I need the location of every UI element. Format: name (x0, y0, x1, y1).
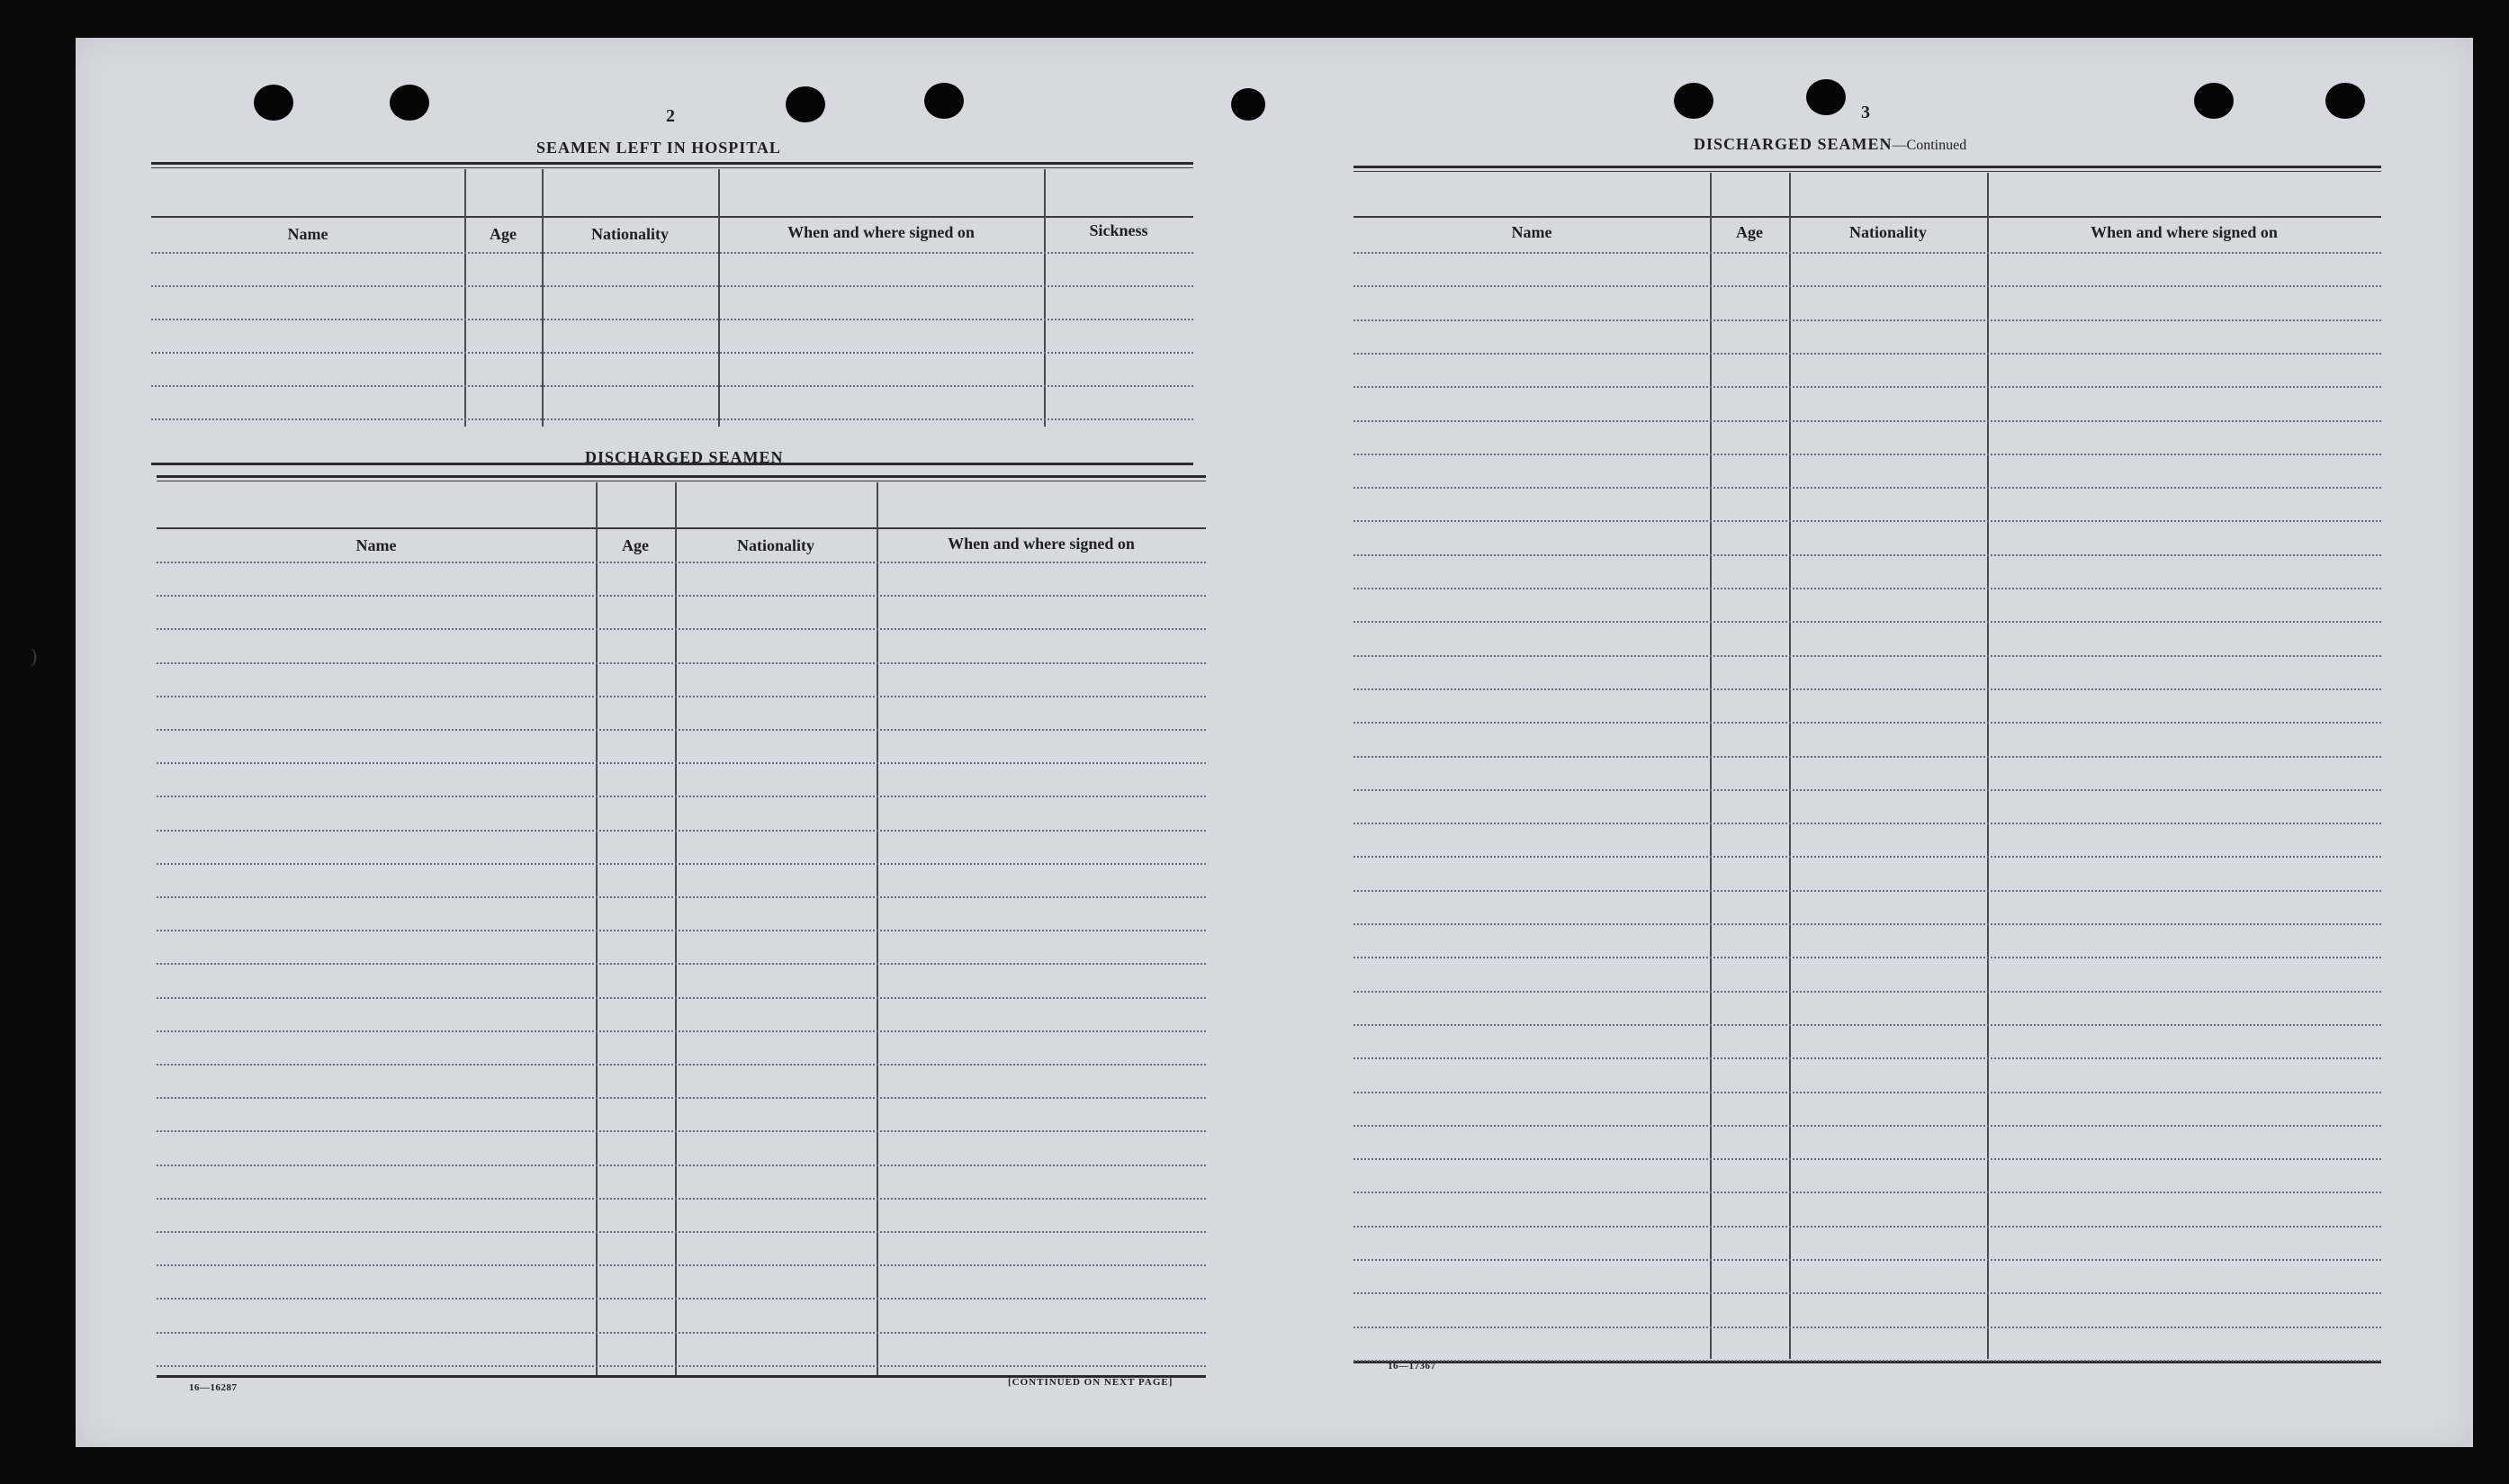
margin-mark: ) (31, 644, 38, 667)
table-row (1353, 353, 2381, 355)
table-row (151, 418, 1193, 420)
table-row (157, 1231, 1206, 1233)
column-divider (542, 169, 544, 427)
page-number-right: 3 (1861, 103, 1870, 122)
table-row (151, 352, 1193, 354)
table-row (157, 729, 1206, 731)
hospital-table (151, 162, 1193, 468)
table-row (1353, 655, 2381, 657)
table-row (157, 628, 1206, 630)
header-bottom-rule (157, 527, 1206, 529)
punch-hole (254, 85, 293, 121)
table-row (1353, 487, 2381, 489)
column-header-age: Age (490, 225, 517, 243)
column-divider (718, 169, 720, 427)
table-row (1353, 1092, 2381, 1093)
table-row (157, 997, 1206, 999)
table-row (157, 896, 1206, 898)
table-row (157, 1298, 1206, 1300)
column-header-when-where: When and where signed on (2091, 223, 2278, 241)
header-bottom-rule (151, 216, 1193, 218)
column-header-name: Name (287, 225, 328, 243)
page-number-left: 2 (666, 106, 675, 126)
table-row (157, 1165, 1206, 1166)
table-row (157, 762, 1206, 764)
table-row (1353, 1125, 2381, 1127)
header-bottom-rule (1353, 216, 2381, 218)
table-row (157, 796, 1206, 797)
table-row (157, 1332, 1206, 1334)
table-row (1353, 420, 2381, 422)
table-row (151, 319, 1193, 320)
column-divider (464, 169, 466, 427)
punch-hole (2194, 83, 2234, 119)
table-row (1353, 1024, 2381, 1026)
table-row (1353, 1259, 2381, 1261)
table-row (157, 830, 1206, 832)
table-row (1353, 285, 2381, 287)
column-divider (596, 482, 598, 1375)
table-row (1353, 454, 2381, 455)
table-row (1353, 621, 2381, 623)
column-header-nationality: Nationality (736, 536, 814, 554)
form-code-right: 16—17367 (1388, 1361, 1436, 1372)
column-divider (1044, 169, 1046, 427)
table-row (1353, 1192, 2381, 1193)
column-divider (1710, 173, 1712, 1359)
table-row (157, 863, 1206, 865)
table-row (1353, 756, 2381, 758)
table-row (157, 930, 1206, 931)
table-row (1353, 1327, 2381, 1328)
column-divider (1987, 173, 1989, 1359)
punch-hole (1806, 79, 1846, 115)
discharged-section-title: DISCHARGED SEAMEN (585, 448, 784, 466)
table-row (1353, 688, 2381, 690)
table-row (1353, 588, 2381, 589)
table-row (1353, 319, 2381, 321)
hospital-section-title: SEAMEN LEFT IN HOSPITAL (536, 139, 781, 157)
table-row (1353, 1057, 2381, 1059)
column-header-name: Name (355, 536, 397, 554)
table-row (1353, 957, 2381, 958)
continued-footnote: [CONTINUED ON NEXT PAGE] (1008, 1377, 1174, 1388)
punch-hole (924, 83, 964, 119)
form-code-left: 16—16287 (189, 1382, 238, 1393)
table-row (1353, 1360, 2381, 1362)
table-row (1353, 722, 2381, 724)
discharged-table (157, 475, 1206, 1418)
table-row (1353, 823, 2381, 824)
table-row (151, 252, 1193, 254)
title-suffix: —Continued (1892, 138, 1967, 153)
table-row (157, 1198, 1206, 1200)
table-row (1353, 856, 2381, 858)
table-row (151, 385, 1193, 387)
table-row (157, 1097, 1206, 1099)
table-row (1353, 890, 2381, 892)
table-row (157, 1030, 1206, 1032)
table-row (157, 662, 1206, 664)
table-row (1353, 789, 2381, 791)
column-header-age: Age (1736, 223, 1763, 241)
table-row (1353, 520, 2381, 522)
punch-hole (1674, 83, 1713, 119)
discharged-continued-table (1353, 166, 2381, 1399)
table-top-rule (1353, 166, 2381, 168)
table-row (1353, 1158, 2381, 1160)
document-sheet (31, 38, 2473, 1447)
table-row (157, 1365, 1206, 1367)
table-row (1353, 923, 2381, 925)
column-header-when-where: When and where signed on (787, 223, 975, 241)
table-top-rule (1353, 171, 2381, 172)
table-row (157, 1130, 1206, 1132)
column-divider (1789, 173, 1791, 1359)
punch-hole (390, 85, 429, 121)
table-row (157, 562, 1206, 563)
table-row (1353, 554, 2381, 556)
discharged-continued-title (1694, 135, 1966, 154)
column-header-age: Age (622, 536, 649, 554)
table-row (157, 595, 1206, 597)
punch-hole (2325, 83, 2365, 119)
punch-hole (786, 86, 825, 122)
table-top-rule (151, 162, 1193, 165)
table-row (151, 285, 1193, 287)
table-top-rule (157, 475, 1206, 478)
punch-hole (1231, 88, 1265, 121)
table-row (157, 963, 1206, 965)
column-header-sickness: Sickness (1089, 221, 1148, 239)
table-row (1353, 1226, 2381, 1228)
column-header-name: Name (1511, 223, 1552, 241)
table-row (1353, 386, 2381, 388)
column-header-when-where: When and where signed on (948, 535, 1135, 553)
table-row (1353, 252, 2381, 254)
column-header-nationality: Nationality (1848, 223, 1927, 241)
table-row (1353, 991, 2381, 993)
table-row (157, 696, 1206, 697)
column-divider (675, 482, 677, 1375)
column-divider (877, 482, 878, 1375)
table-top-rule (151, 167, 1193, 168)
column-header-nationality: Nationality (590, 225, 669, 243)
title-text: DISCHARGED SEAMEN (1694, 135, 1893, 153)
table-row (157, 1064, 1206, 1066)
table-row (157, 1264, 1206, 1266)
table-row (1353, 1292, 2381, 1294)
